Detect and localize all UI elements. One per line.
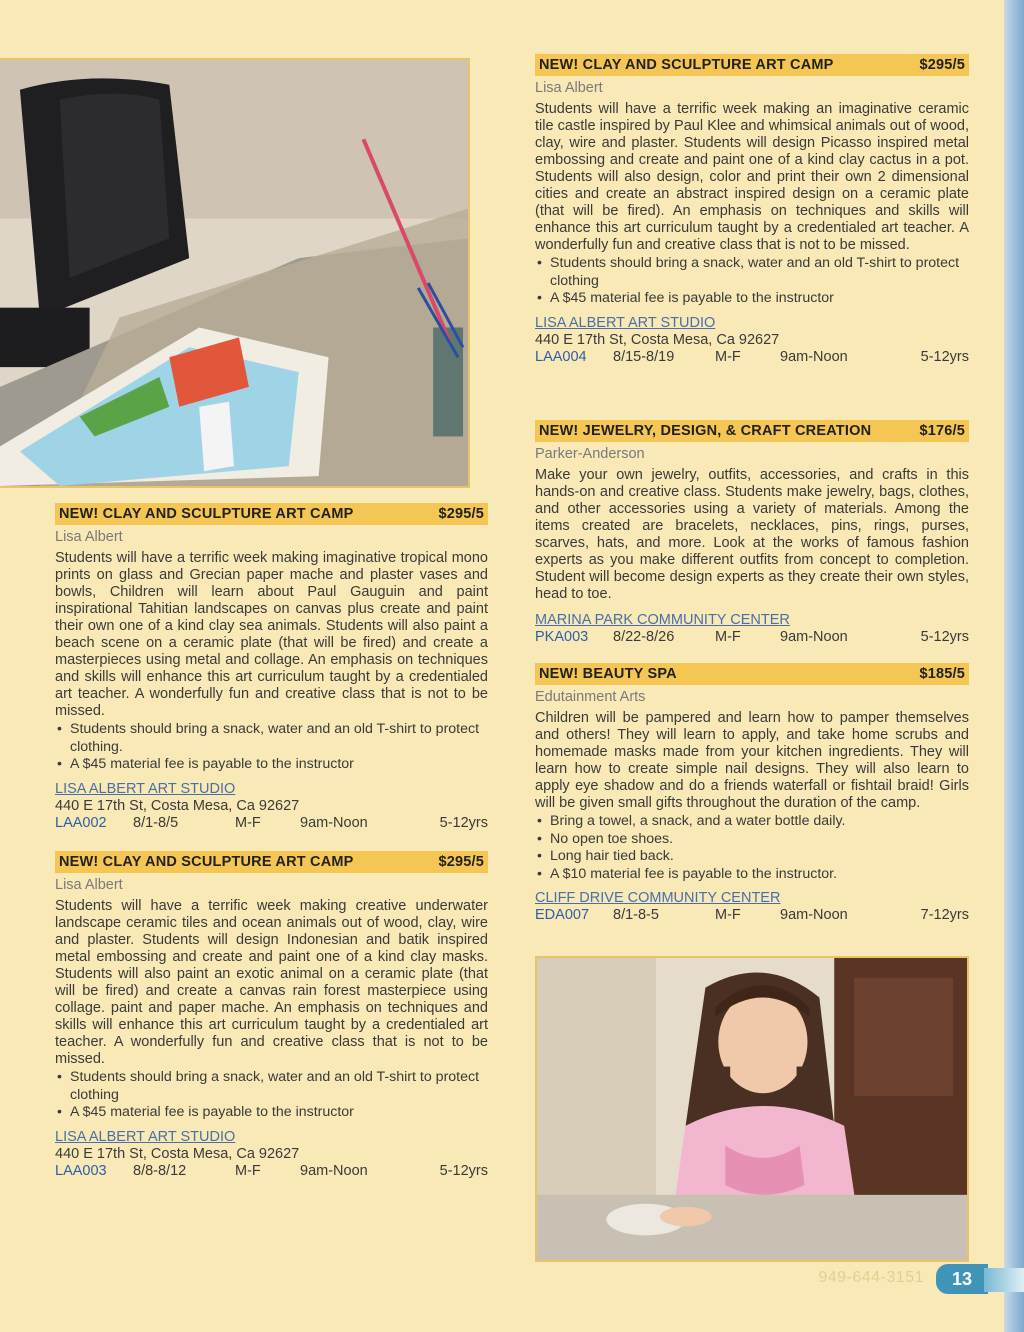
course-laa003 <box>55 851 488 1180</box>
course-time: 9am-Noon <box>780 907 848 923</box>
page-number: 13 <box>951 1268 973 1289</box>
course-title: NEW! JEWELRY, DESIGN, & CRAFT CREATION <box>539 423 872 439</box>
course-laa002 <box>55 503 488 832</box>
course-address: 440 E 17th St, Costa Mesa, Ca 92627 <box>55 797 300 814</box>
course-instructor: Lisa Albert <box>55 529 123 545</box>
page-edge-strip <box>1004 0 1024 1332</box>
bullet-item: • A $45 material fee is payable to the instructor <box>55 1104 488 1122</box>
course-header <box>55 851 488 873</box>
course-dates: 8/1-8/5 <box>133 814 179 831</box>
course-instructor: Parker-Anderson <box>535 446 645 462</box>
course-laa004 <box>535 54 969 366</box>
course-title: NEW! CLAY AND SCULPTURE ART CAMP <box>59 854 354 870</box>
bullet-item: • No open toe shoes. <box>535 831 969 849</box>
course-header <box>535 420 969 442</box>
footer-phone: 949-644-3151 <box>818 1269 924 1286</box>
course-days: M-F <box>235 814 261 831</box>
course-title: NEW! CLAY AND SCULPTURE ART CAMP <box>59 506 354 522</box>
course-dates: 8/1-8-5 <box>613 907 659 923</box>
bullet-item: • A $10 material fee is payable to the instructor. <box>535 866 969 884</box>
course-description: Make your own jewelry, outfits, accessories, and crafts in this hands-on and creative class. Students make jewelry, bags, clothes, and other accessories using a variety of materials. Among the items created are bracelets, necklaces, pins, rings, purses, scarves, hats, and more. Look at the works of famous fashion experts as you make different outfits from concept to completion. Student will become design experts as they create their own styles, head to toe. <box>535 467 969 602</box>
course-address: 440 E 17th St, Costa Mesa, Ca 92627 <box>55 1145 300 1162</box>
course-ages: 5-12yrs <box>439 814 488 831</box>
girl-crafting-illustration <box>537 958 967 1260</box>
course-dates: 8/22-8/26 <box>613 629 675 645</box>
course-bullets <box>535 255 969 308</box>
course-description: Students will have a terrific week making imaginative tropical mono prints on glass and Grecian paper mache and plaster vases and bowls, Children will learn about Paul Gauguin and paint inspirational Tahitian landscapes on canvas plus create and paint their own one of a kind clay sea animals. Students will also paint a beach scene on a ceramic plate (that will be fired) and create a masterpieces using metal and collage. An emphasis on techniques and skills will enhance this art curriculum taught by a credentialed art teacher. A wonderfully fun and creative class that is not to be missed. <box>55 550 488 719</box>
art-table-illustration <box>0 60 468 486</box>
course-location-link[interactable]: CLIFF DRIVE COMMUNITY CENTER <box>535 890 781 906</box>
course-description: Students will have a terrific week making an imaginative ceramic tile castle inspired by Paul Klee and whimsical animals out of wood, clay, wire and plaster. Students will design Picasso inspired metal embossing and create and paint one of a kind clay cactus in a pot. Students will also design, color and print their own 2 dimensional cities and create an abstract inspired design on a ceramic plate (that will be fired). An emphasis on techniques and skills will enhance this art curriculum taught by a credentialed art teacher. A wonderfully fun and creative class that is not to be missed. <box>535 101 969 253</box>
course-dates: 8/8-8/12 <box>133 1162 187 1179</box>
bullet-item: • Long hair tied back. <box>535 848 969 866</box>
course-location-link[interactable]: LISA ALBERT ART STUDIO <box>535 314 716 331</box>
course-schedule <box>535 629 969 646</box>
bullet-item: • Students should bring a snack, water and an old T-shirt to protect clothing <box>55 1069 488 1104</box>
course-title: NEW! BEAUTY SPA <box>539 666 677 682</box>
course-instructor: Lisa Albert <box>55 877 123 893</box>
course-days: M-F <box>715 348 741 365</box>
course-schedule <box>55 815 488 832</box>
course-address: 440 E 17th St, Costa Mesa, Ca 92627 <box>535 331 780 348</box>
course-title: NEW! CLAY AND SCULPTURE ART CAMP <box>539 57 834 73</box>
page-badge-wave <box>984 1268 1024 1292</box>
course-time: 9am-Noon <box>300 814 368 831</box>
course-bullets <box>535 813 969 883</box>
course-location-link[interactable]: LISA ALBERT ART STUDIO <box>55 1128 236 1145</box>
course-header <box>535 54 969 76</box>
course-instructor: Edutainment Arts <box>535 689 646 705</box>
course-schedule <box>55 1163 488 1180</box>
course-price: $295/5 <box>438 506 484 522</box>
course-price: $176/5 <box>919 423 965 439</box>
course-description: Students will have a terrific week making creative underwater landscape ceramic tiles and ocean animals out of wood, clay, wire and plaster. Students will design Indonesian and batik inspired metal embossing and create and paint one of a kind clay masks. Students will also paint an exotic animal on a ceramic plate (that will be fired) and create a canvas rain forest masterpiece using collage. paint and paper mache. An emphasis on techniques and skills will enhance this art curriculum taught by a credentialed art teacher. A wonderfully fun and creative class that is not to be missed. <box>55 898 488 1067</box>
bullet-item: • A $45 material fee is payable to the instructor <box>535 290 969 308</box>
course-price: $295/5 <box>919 57 965 73</box>
course-days: M-F <box>715 629 741 645</box>
course-instructor: Lisa Albert <box>535 80 603 96</box>
course-time: 9am-Noon <box>780 629 848 645</box>
course-code: EDA007 <box>535 907 590 923</box>
course-price: $295/5 <box>438 854 484 870</box>
girl-crafting-photo <box>535 956 969 1262</box>
course-price: $185/5 <box>919 666 965 682</box>
course-pka003 <box>535 420 969 646</box>
course-ages: 5-12yrs <box>920 629 969 645</box>
course-days: M-F <box>715 907 741 923</box>
course-time: 9am-Noon <box>300 1162 368 1179</box>
course-eda007 <box>535 663 969 924</box>
course-location-link[interactable]: LISA ALBERT ART STUDIO <box>55 780 236 797</box>
page-number-badge <box>936 1264 988 1294</box>
course-code: LAA002 <box>55 814 107 831</box>
course-bullets <box>55 721 488 774</box>
course-description: Children will be pampered and learn how to pamper themselves and others! They will learn to apply, and take home scrubs and homemade masks made from your kitchen ingredients. They will learn how to create simple nail designs. They will also learn to apply eye shadow and do a friends waterfall or fishtail braid! Girls will be given small gifts throughout the duration of the camp. <box>535 710 969 811</box>
course-days: M-F <box>235 1162 261 1179</box>
course-header <box>55 503 488 525</box>
course-time: 9am-Noon <box>780 348 848 365</box>
course-ages: 7-12yrs <box>920 907 969 923</box>
course-ages: 5-12yrs <box>439 1162 488 1179</box>
course-location-link[interactable]: MARINA PARK COMMUNITY CENTER <box>535 612 790 628</box>
course-ages: 5-12yrs <box>920 348 969 365</box>
bullet-item: • Bring a towel, a snack, and a water bottle daily. <box>535 813 969 831</box>
bullet-item: • Students should bring a snack, water and an old T-shirt to protect clothing. <box>55 721 488 756</box>
course-code: PKA003 <box>535 629 589 645</box>
course-header <box>535 663 969 685</box>
course-schedule <box>535 907 969 924</box>
course-dates: 8/15-8/19 <box>613 348 675 365</box>
bullet-item: • A $45 material fee is payable to the instructor <box>55 756 488 774</box>
course-bullets <box>55 1069 488 1122</box>
course-schedule <box>535 349 969 366</box>
course-code: LAA003 <box>55 1162 107 1179</box>
bullet-item: • Students should bring a snack, water and an old T-shirt to protect clothing <box>535 255 969 290</box>
art-table-photo <box>0 58 470 488</box>
course-code: LAA004 <box>535 348 587 365</box>
